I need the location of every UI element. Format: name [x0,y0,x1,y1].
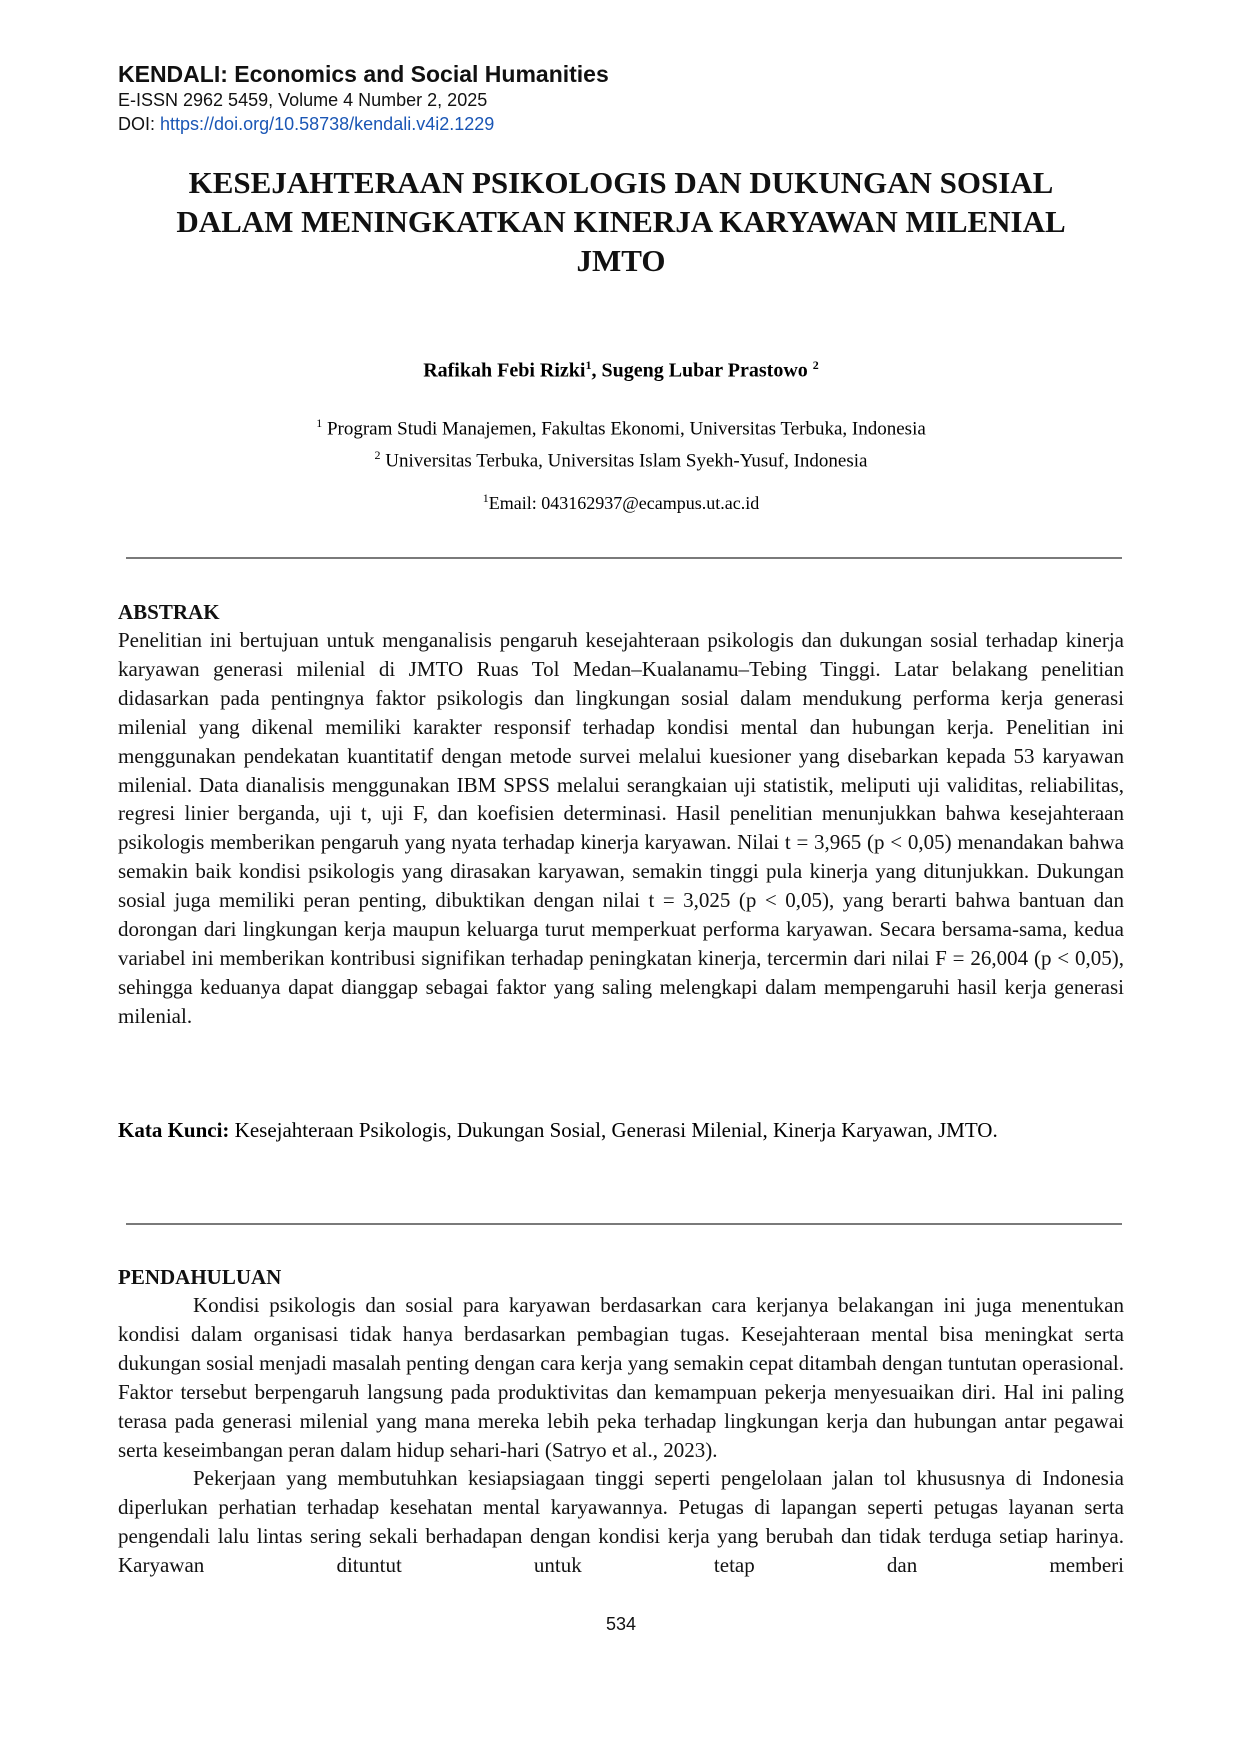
journal-doi [118,112,609,136]
abstract-section [118,598,1124,1031]
authors [118,352,1124,384]
title-line: KESEJAHTERAAN PSIKOLOGIS DAN DUKUNGAN SOSIAL [188,165,1054,200]
affiliation-text: Program Studi Manajemen, Fakultas Ekonomi, Universitas Terbuka, Indonesia [322,418,926,440]
title-line: JMTO [576,243,666,278]
journal-issn: E-ISSN 2962 5459, Volume 4 Number 2, 2025 [118,90,488,110]
keywords [118,1116,1124,1145]
email-mark: 1 [482,491,489,505]
author-name: Rafikah Febi Rizki [423,359,586,382]
abstract-heading: ABSTRAK [118,600,220,624]
journal-header [118,60,609,136]
keywords-text: Kesejahteraan Psikologis, Dukungan Sosial, Generasi Milenial, Kinerja Karyawan, JMTO. [229,1118,998,1142]
author-affil-mark: 1 [585,358,592,372]
affiliation [118,442,1124,474]
corresponding-email [118,486,1124,515]
affiliation-mark: 2 [374,448,381,463]
divider [126,557,1122,559]
introduction-section [118,1263,1124,1580]
affiliation [118,410,1124,442]
doi-link[interactable]: https://doi.org/10.58738/kendali.v4i2.1229 [160,114,495,134]
author-affil-mark: 2 [812,358,819,372]
paragraph: Kondisi psikologis dan sosial para karyawan berdasarkan cara kerjanya belakangan ini juga menentukan kondisi dalam organisasi tidak hanya berdasarkan pembagian tugas. Kesejahteraan mental bisa meningkat serta dukungan sosial menjadi masalah penting dengan cara kerja yang semakin cepat ditambah dengan tuntutan operasional. Faktor tersebut berpengaruh langsung pada produktivitas dan kemampuan pekerja menyesuaikan diri. Hal ini paling terasa pada generasi milenial yang mana mereka lebih peka terhadap lingkungan kerja dan hubungan antar pegawai serta keseimbangan peran dalam hidup sehari-hari (Satryo et al., 2023). [118,1293,1124,1462]
keywords-label: Kata Kunci: [118,1118,230,1142]
journal-name: KENDALI: Economics and Social Humanities [118,61,609,87]
author-separator: , [591,359,602,382]
introduction-heading: PENDAHULUAN [118,1265,282,1289]
email-text: Email: 043162937@ecampus.ut.ac.id [488,493,760,513]
page-number: 534 [605,1614,637,1634]
affiliation-mark: 1 [316,416,323,430]
paragraph: Pekerjaan yang membutuhkan kesiapsiagaan tinggi seperti pengelolaan jalan tol khususnya di Indonesia diperlukan perhatian terhadap kesehatan mental karyawannya. Petugas di lapangan seperti petugas layanan serta pengendali lalu lintas sering sekali berhadapan dengan kondisi kerja yang berubah dan tidak terduga setiap harinya. Karyawan dituntut untuk tetap dan memberi [118,1466,1124,1578]
paper-title [118,163,1124,280]
divider [126,1223,1122,1225]
author-name: Sugeng Lubar Prastowo [601,359,813,382]
doi-label: DOI: [118,114,161,134]
title-line: DALAM MENINGKATKAN KINERJA KARYAWAN MILENIAL [176,204,1066,239]
affiliations [118,410,1124,475]
abstract-body: Penelitian ini bertujuan untuk menganalisis pengaruh kesejahteraan psikologis dan dukungan sosial terhadap kinerja karyawan generasi milenial di JMTO Ruas Tol Medan–Kualanamu–Tebing Tinggi. Latar belakang penelitian didasarkan pada pentingnya faktor psikologis dan lingkungan sosial dalam mendukung performa kerja generasi milenial yang dikenal memiliki karakter responsif terhadap kondisi mental dan hubungan kerja. Penelitian ini menggunakan pendekatan kuantitatif dengan metode survei melalui kuesioner yang disebarkan kepada 53 karyawan milenial. Data dianalisis menggunakan IBM SPSS melalui serangkaian uji statistik, meliputi uji validitas, reliabilitas, regresi linier berganda, uji t, uji F, dan koefisien determinasi. Hasil penelitian menunjukkan bahwa kesejahteraan psikologis memberikan pengaruh yang nyata terhadap kinerja karyawan. Nilai t = 3,965 (p < 0,05) menandakan bahwa semakin baik kondisi psikologis yang dirasakan karyawan, semakin tinggi pula kinerja yang ditunjukkan. Dukungan sosial juga memiliki peran penting, dibuktikan dengan nilai t = 3,025 (p < 0,05), yang berarti bahwa bantuan dan dorongan dari lingkungan kerja maupun keluarga turut memperkuat performa karyawan. Secara bersama-sama, kedua variabel ini memberikan kontribusi signifikan terhadap peningkatan kinerja, tercermin dari nilai F = 26,004 (p < 0,05), sehingga keduanya dapat dianggap sebagai faktor yang saling melengkapi dalam mempengaruhi hasil kerja generasi milenial. [118,628,1124,1028]
affiliation-text: Universitas Terbuka, Universitas Islam Syekh-Yusuf, Indonesia [380,450,868,472]
